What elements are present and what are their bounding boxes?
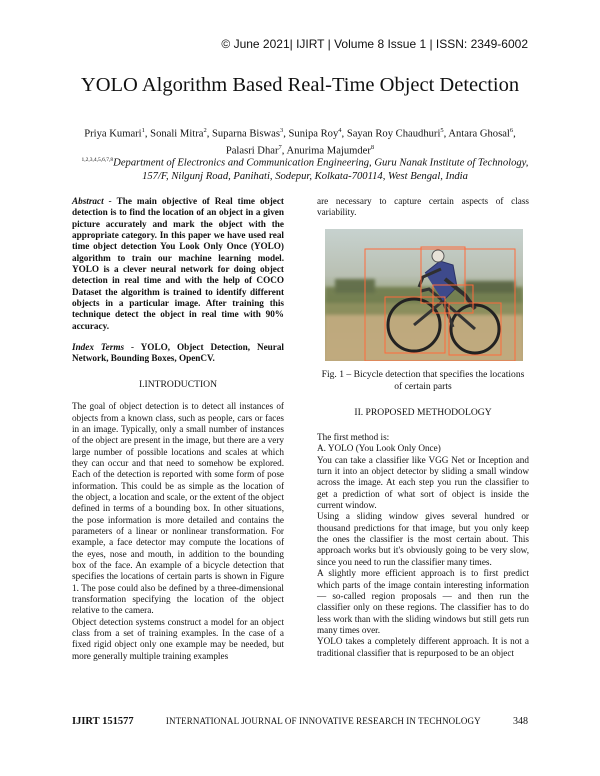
author-name: Sayan Roy Chaudhuri bbox=[346, 128, 441, 140]
footer-paper-id: IJIRT 151577 bbox=[72, 716, 134, 727]
section-heading-methodology: II. PROPOSED METHODOLOGY bbox=[354, 406, 492, 418]
index-terms bbox=[72, 342, 284, 365]
page-number: 348 bbox=[513, 716, 528, 727]
author-superscript: 3 bbox=[279, 127, 284, 134]
author-name: Palasri Dhar bbox=[225, 145, 279, 157]
subheading-yolo: A. YOLO (You Look Only Once) bbox=[317, 443, 441, 454]
author-name: Anurima Majumder bbox=[286, 145, 371, 157]
author-name: Suparna Biswas bbox=[211, 128, 280, 140]
abstract-label: Abstract - bbox=[72, 196, 112, 206]
method-paragraph: YOLO takes a completely different approach. It is not a traditional classifier that is repurposed to be an object bbox=[317, 636, 529, 658]
author-superscript: 2 bbox=[203, 127, 207, 134]
index-terms-label: Index Terms - bbox=[72, 342, 135, 353]
affiliation bbox=[70, 154, 540, 184]
author-superscript: 5 bbox=[440, 127, 444, 134]
bicycle-photo bbox=[325, 229, 523, 361]
figure-bicycle-detection bbox=[325, 229, 523, 361]
author-superscript: 4 bbox=[338, 127, 342, 134]
author-superscript: 7 bbox=[278, 144, 282, 152]
method-paragraph: You can take a classifier like VGG Net or Inception and turn it into an object detector by sliding a small window across the image. At each step you run the classifier to get a prediction of what sort of object is inside the current window. bbox=[317, 454, 529, 511]
section-heading-introduction: I.INTRODUCTION bbox=[138, 378, 218, 390]
footer-journal-name: INTERNATIONAL JOURNAL OF INNOVATIVE RESEARCH IN TECHNOLOGY bbox=[165, 716, 481, 726]
left-column bbox=[72, 196, 284, 662]
affiliation-text: Department of Electronics and Communication Engineering, Guru Nanak Institute of Technology, 157/F, Nilgunj Road, Panihati, Sodepur, Kolkata-700114, West Bengal, India bbox=[113, 157, 529, 183]
author-name: Sonali Mitra bbox=[150, 128, 204, 140]
intro-paragraph: The goal of object detection is to detect all instances of objects from a known class, such as people, cars or faces in an image. Typically, only a small number of instances of the object are present in the image, but there are a very large number of possible locations and scales at which they can occur and that need to somehow be explored. Each of the detection is reported with some form of pose information. This could be as simple as the location of the object, a location and scale, or the extent of the object defined in terms of a bounding box. In other situations, the pose information is more detailed and contains the parameters of a linear or nonlinear transformation. For example, a face detector may compute the locations of the eyes, nose and mouth, in addition to the bounding box of the face. An example of a bicycle detection that specifies the locations of certain parts is shown in Figure 1. The pose could also be defined by a three-dimensional transformation specifying the location of the object relative to the camera. bbox=[72, 401, 284, 616]
author-superscript: 6 bbox=[509, 127, 514, 134]
author-superscript: 8 bbox=[370, 144, 375, 152]
paper-title: YOLO Algorithm Based Real-Time Object Detection bbox=[80, 74, 520, 96]
affiliation-superscripts: 1,2,3,4,5,6,7,8 bbox=[81, 157, 114, 163]
abstract bbox=[72, 196, 284, 332]
introduction-body bbox=[72, 401, 284, 662]
index-terms-text: YOLO, Object Detection, Neural Network, Bounding Boxes, OpenCV. bbox=[72, 342, 284, 364]
author-name: Antara Ghosal bbox=[448, 128, 510, 140]
first-method-text: The first method is: bbox=[317, 432, 390, 443]
continuation-text: are necessary to capture certain aspects of class variability. bbox=[317, 196, 529, 218]
page-footer bbox=[72, 716, 528, 727]
author-name: Sunipa Roy bbox=[288, 128, 339, 140]
journal-header: © June 2021| IJIRT | Volume 8 Issue 1 | ISSN: 2349-6002 bbox=[221, 37, 528, 51]
intro-paragraph: Object detection systems construct a model for an object class from a set of training examples. In the case of a fixed rigid object only one example may be needed, but more generally multiple training examples bbox=[72, 616, 284, 661]
author-superscript: 1 bbox=[141, 127, 145, 134]
right-column bbox=[317, 196, 529, 659]
method-paragraph: A slightly more efficient approach is to first predict which parts of the image contain interesting information — so-called region proposals — and then run the classifier only on these regions. The classifier has to do less work than with the sliding windows but still gets run many times over. bbox=[317, 568, 529, 635]
method-paragraph: Using a sliding window gives several hundred or thousand predictions for that image, but you only keep the ones the classifier is the most certain about. This approach works but it's obviously going to be very slow, since you need to run the classifier many times. bbox=[317, 511, 529, 567]
figure-caption: Fig. 1 – Bicycle detection that specifies the locations of certain parts bbox=[321, 368, 525, 392]
abstract-text: The main objective of Real time object detection is to find the location of an object in a given picture accurately and mark the object with the appropriate category. In this paper we have used real time object detection You Look Only Once (YOLO) algorithm to train our machine learning model. YOLO is a clever neural network for doing object detection in real time and with the help of COCO Dataset the algorithm is trained to identify different objects in a particular image. After training this technique detect the object in real time with 90% accuracy. bbox=[72, 196, 284, 331]
author-name: Priya Kumari bbox=[84, 128, 142, 140]
author-list: Priya Kumari$^1$, Sonali Mitra$^2$, Suparna Biswas$^3$, Sunipa Roy$^4$, Sayan Roy Chaudhuri$^5$, Antara Ghosal$^6$, Palasri Dhar$^7$, Anurima Majumder$^8$ bbox=[84, 127, 516, 157]
